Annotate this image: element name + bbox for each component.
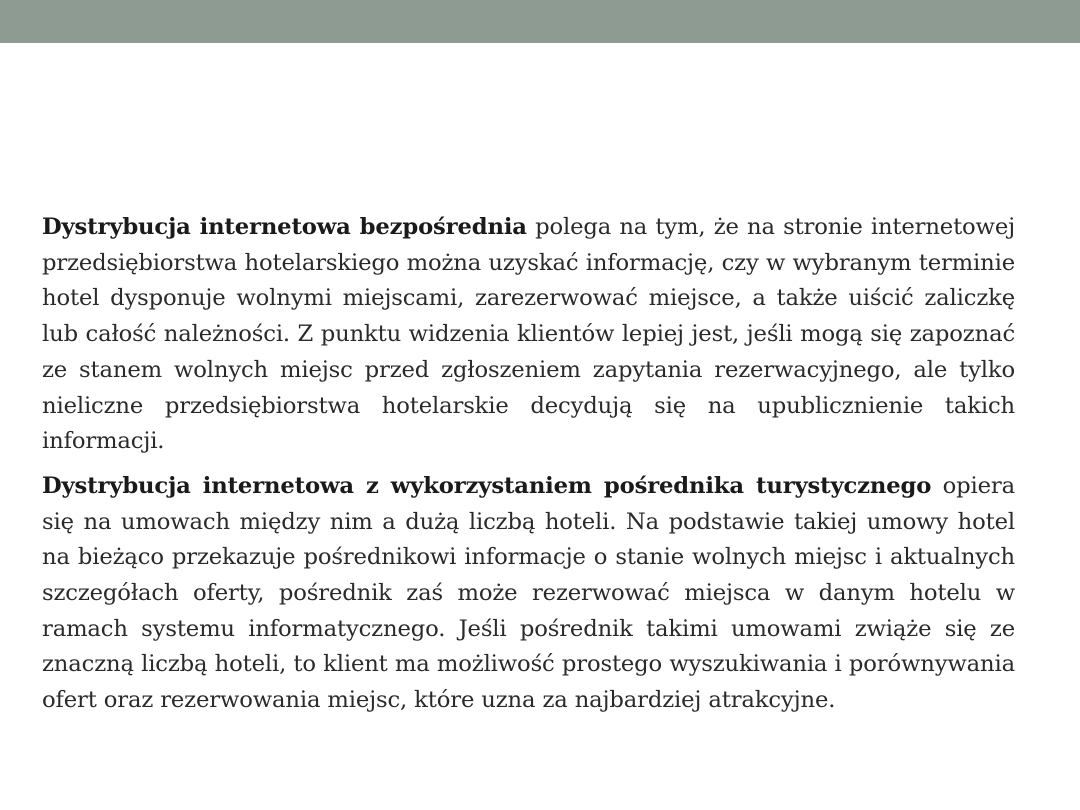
paragraph-intermediary-distribution: [42, 469, 1015, 719]
paragraph-lead: Dystrybucja internetowa z wykorzystaniem pośrednika turystycznego: [42, 472, 932, 499]
paragraph-text: opiera się na umowach między nim a dużą liczbą hoteli. Na podstawie takiej umowy hotel na bieżąco przekazuje pośrednikowi informacje o stanie wolnych miejsc i aktualnych szczegółach oferty, pośrednik zaś może rezerwować miejsca w danym hotelu w ramach systemu informatycznego. Jeśli pośrednik takimi umowami zwiąże się ze znaczną liczbą hoteli, to klient ma możliwość prostego wyszukiwania i porównywania ofert oraz rezerwowania miejsc, które uzna za najbardziej atrakcyjne.: [42, 472, 1015, 714]
paragraph-lead: Dystrybucja internetowa bezpośrednia: [42, 214, 527, 240]
paragraph-text: polega na tym, że na stronie internetowej przedsiębiorstwa hotelarskiego można uzyskać informację, czy w wybranym terminie hotel dysponuje wolnymi miejscami, zarezerwować miejsce, a także uiścić zaliczkę lub całość należności. Z punktu widzenia klientów lepiej jest, jeśli mogą się zapoznać ze stanem wolnych miejsc przed zgłoszeniem zapytania rezerwacyjnego, ale tylko nieliczne przedsiębiorstwa hotelarskie decydują się na upublicznienie takich informacji.: [42, 214, 1015, 455]
paragraph-direct-distribution: [42, 210, 1015, 460]
document-body: [42, 210, 1015, 719]
top-header-bar: [0, 0, 1080, 43]
